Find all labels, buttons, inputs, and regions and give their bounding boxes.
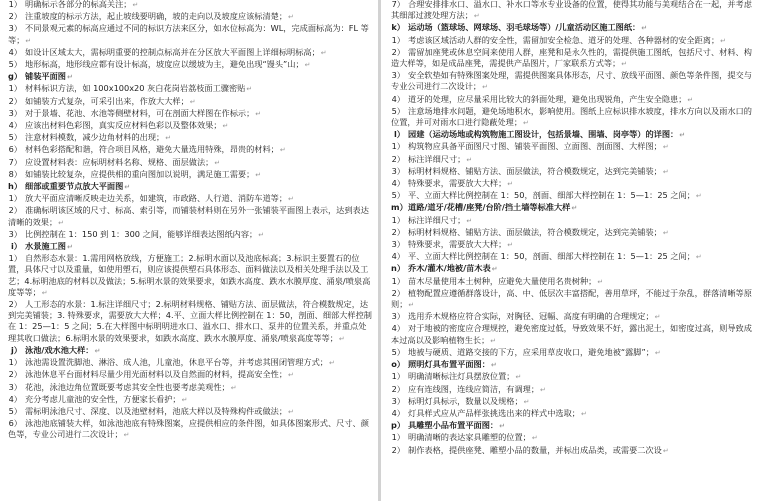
paragraph-mark: ↵ <box>597 277 604 286</box>
paragraph-mark: ↵ <box>662 446 669 455</box>
item-number: n） <box>391 263 406 274</box>
paragraph-mark: ↵ <box>580 409 587 418</box>
item-text: 泳池休息平台面材料尽量少用光面材料以及自然面的材料，提高安全性； <box>25 369 288 380</box>
list-item <box>8 299 372 345</box>
list-item <box>8 229 372 241</box>
item-text: 对于地被的密度应合理规控，避免密度过低，导致效果不好，露出泥土，如密度过高，则导致成本过高以及影响植物生长； <box>391 323 752 345</box>
section-heading <box>391 129 754 141</box>
paragraph-mark: ↵ <box>41 288 48 297</box>
item-number: 1） <box>391 371 405 382</box>
item-number: 2） <box>391 383 405 394</box>
list-item <box>391 106 754 129</box>
paragraph-mark: ↵ <box>132 1 139 9</box>
list-item <box>391 323 754 346</box>
item-number: 2） <box>8 205 22 216</box>
paragraph-mark: ↵ <box>466 155 473 164</box>
paragraph-mark: ↵ <box>523 119 529 128</box>
list-item <box>8 253 372 299</box>
paragraph-mark: ↵ <box>540 385 546 394</box>
paragraph-mark: ↵ <box>507 180 514 189</box>
item-text: 水景施工图 <box>25 241 66 252</box>
paragraph-mark: ↵ <box>662 228 669 237</box>
item-number: l） <box>394 129 405 140</box>
paragraph-mark: ↵ <box>695 192 702 201</box>
paragraph-mark: ↵ <box>288 195 294 204</box>
list-item <box>8 394 372 406</box>
item-text: 合理安排排水口、溢水口、补水口等水专业设备的位置，使得其功能与美观结合在一起，并考虑其细部过渡处理方法； <box>391 0 752 21</box>
item-number: 3） <box>8 23 22 34</box>
list-item <box>391 178 754 190</box>
item-number: 3） <box>8 228 22 239</box>
list-item <box>8 193 372 205</box>
item-number: k） <box>391 22 405 33</box>
item-number: 3） <box>8 107 22 118</box>
list-item <box>8 11 372 23</box>
list-item <box>391 0 754 22</box>
section-heading <box>8 181 372 193</box>
list-item <box>391 141 754 153</box>
paragraph-mark: ↵ <box>279 146 286 155</box>
item-text: 标明材料规格、铺贴方法、面层做法，符合模数规定，达到完美铺装； <box>408 226 662 237</box>
item-number: 3） <box>391 70 405 81</box>
list-item <box>8 157 372 169</box>
item-number: 1） <box>8 0 22 9</box>
item-text: 制作表格，提供座凳、雕塑小品的数量，并标出成品类，或需要二次设 <box>408 444 662 455</box>
list-item <box>391 154 754 166</box>
item-number: 2） <box>391 226 405 237</box>
item-number: 2） <box>8 95 22 106</box>
paragraph-mark: ↵ <box>94 346 101 355</box>
paragraph-mark: ↵ <box>288 407 294 416</box>
item-number: 5） <box>391 190 405 201</box>
paragraph-mark: ↵ <box>258 230 265 239</box>
paragraph-mark: ↵ <box>288 13 294 22</box>
item-text: 明确清晰标注灯具摆放位置； <box>408 371 515 382</box>
item-text: 标注详细尺寸； <box>408 214 466 225</box>
list-item <box>8 23 372 46</box>
item-number: h） <box>8 181 23 192</box>
item-text: 自然形态水景：1.需用网格放线，方便施工；2.标明水面以及池底标高；3.标识主要置石的位置，具体尺寸以及重量，如使用塑石，则应该提供塑石具体形态、面料做法以及相关处理手法以及工艺；4.标明池底的材料以及做法；5.标明水景的效果要求，如跌水高度、跌水水膜厚度、涌泉/喷泉高度等等； <box>8 253 371 297</box>
paragraph-mark: ↵ <box>720 36 727 45</box>
list-item <box>8 120 372 132</box>
paragraph-mark: ↵ <box>662 167 669 176</box>
paragraph-mark: ↵ <box>654 313 661 322</box>
list-item <box>391 239 754 251</box>
paragraph-mark: ↵ <box>222 122 229 131</box>
item-number: 1） <box>8 193 22 204</box>
left-column <box>0 0 378 501</box>
item-text: 苗木尽量使用本土树种，应避免大量使用名贵树种； <box>408 275 597 286</box>
item-text: 如设计区域太大，需标明重要的控制点标高并在分区放大平面图上详细标明标高； <box>25 46 320 57</box>
item-text: 特殊要求，需要放大大样； <box>408 239 507 250</box>
paragraph-mark: ↵ <box>482 83 488 92</box>
item-text: 地形标高，地形线应都有设计标高，坡度应以缓坡为主，避免出现“馒头”山； <box>25 59 304 70</box>
section-heading <box>8 345 372 357</box>
paragraph-mark: ↵ <box>66 243 73 252</box>
item-number: 1） <box>391 432 405 443</box>
list-item <box>391 408 754 420</box>
section-heading <box>391 22 754 34</box>
list-item <box>8 0 372 11</box>
section-heading <box>8 71 372 83</box>
paragraph-mark: ↵ <box>214 158 221 167</box>
list-item <box>8 369 372 381</box>
list-item <box>391 396 754 408</box>
item-text: 乔木/灌木/地被/苗木表 <box>408 263 491 274</box>
item-text: 人工形态的水景：1.标注详细尺寸；2.标明材料规格、铺贴方法、面层做法，符合模数规定，达到完美铺装；3. 特殊要求，需要放大大样；4.平、立面大样比例控制在 1：50，剖面、细部大样控制在 1：25—1：5 之间；5.在大样图中标明明进水口、溢水口、排水口、泵井的位置关系，并重点处理其收口做法；6.标明水景的效果要求，如跌水高度、跌水水膜厚度、涌泉/喷泉高度等等； <box>8 299 372 343</box>
item-text: 标注详细尺寸； <box>408 153 466 164</box>
item-number: 4） <box>391 178 405 189</box>
item-number: 5） <box>391 346 405 357</box>
paragraph-mark: ↵ <box>662 143 669 152</box>
item-number: p） <box>391 420 406 431</box>
item-text: 材料标识方法，如 100x100x20 灰白花岗岩荔枝面工骤密贴 <box>25 83 246 94</box>
item-text: 材料色彩搭配和谐，符合项目风格，避免大量选用特殊，昂贵的材料； <box>25 144 279 155</box>
item-text: 充分考虑儿童池的安全性，方便家长看护； <box>25 393 181 404</box>
item-text: 道路/道牙/花槽/座凳/台阶/挡土墙等标准大样 <box>408 202 571 213</box>
item-number: 1） <box>391 214 405 225</box>
item-number: 4） <box>391 251 405 262</box>
section-heading <box>391 420 754 432</box>
item-number: 2） <box>8 11 22 22</box>
paragraph-mark: ↵ <box>124 183 131 192</box>
item-text: 放大平面应清晰反映走边关系，如建筑，市政路、人行道、消防车道等； <box>25 193 288 204</box>
item-number: 4） <box>391 93 405 104</box>
paragraph-mark: ↵ <box>255 170 262 179</box>
item-number: m） <box>391 202 408 213</box>
item-number: 1） <box>391 275 405 286</box>
item-text: 应设置材料表：应标明材料名称、规格、面层做法； <box>25 156 214 167</box>
section-heading <box>8 241 372 253</box>
item-number: 4） <box>8 120 22 131</box>
item-text: 铺装平面图 <box>25 71 66 82</box>
list-item <box>8 418 372 441</box>
item-number: 2） <box>391 287 405 298</box>
item-number: 1） <box>8 357 22 368</box>
list-item <box>8 406 372 418</box>
section-heading <box>391 359 754 371</box>
section-heading <box>391 202 754 214</box>
item-text: 照明灯具布置平面图： <box>408 359 490 370</box>
list-item <box>391 251 754 263</box>
list-item <box>8 357 372 369</box>
list-item <box>8 169 372 181</box>
item-number: 3） <box>391 311 405 322</box>
item-number: 2） <box>391 153 405 164</box>
item-text: 标明材料规格、铺贴方法、面层做法，符合模数规定，达到完美铺装； <box>408 165 662 176</box>
paragraph-mark: ↵ <box>320 48 327 57</box>
right-text-block <box>391 0 754 457</box>
left-text-block <box>8 0 372 442</box>
item-text: 运动场（篮球场、网球场、羽毛球场等）/儿童活动区施工图纸： <box>408 22 641 33</box>
item-text: 平、立面大样比例控制在 1：50，剖面、细部大样控制在 1：5—1：25 之间； <box>408 190 695 201</box>
paragraph-mark: ↵ <box>695 253 702 262</box>
item-text: 注意材料模数，减少边角材料的出现； <box>25 132 165 143</box>
list-item <box>8 59 372 71</box>
list-item <box>8 382 372 394</box>
item-number: 5） <box>8 59 22 70</box>
paragraph-mark: ↵ <box>523 397 530 406</box>
item-number: 2） <box>391 46 405 57</box>
paragraph-mark: ↵ <box>531 434 538 443</box>
paragraph-mark: ↵ <box>123 431 130 440</box>
item-text: 比例控制在 1：150 到 1：300 之间，能够详细表达图纸内容； <box>25 228 258 239</box>
item-number: 6） <box>8 144 22 155</box>
paragraph-mark: ↵ <box>490 361 497 370</box>
list-item <box>391 276 754 288</box>
list-item <box>391 190 754 202</box>
list-item <box>391 311 754 323</box>
item-text: 平、立面大样比例控制在 1：50，剖面、细部大样控制在 1：5—1：25 之间； <box>408 251 695 262</box>
item-number: 3） <box>391 239 405 250</box>
item-number: 2） <box>391 444 405 455</box>
list-item <box>391 70 754 93</box>
paragraph-mark: ↵ <box>189 97 196 106</box>
paragraph-mark: ↵ <box>230 383 237 392</box>
item-number: 2） <box>8 299 22 310</box>
list-item <box>8 144 372 156</box>
item-text: 道牙的处理，应尽量采用比较大的斜面处理，避免出现锐角，产生安全隐患； <box>408 93 687 104</box>
item-text: 需标明泳池尺寸、深度、以及池壁材料，池底大样以及特殊构件或做法； <box>25 405 288 416</box>
item-text: 注意场地排水问题，避免场地积水，影响使用。图纸上应标识排水坡度，排水方向以及雨水口的位置，并可对雨水口进行隐蔽处理； <box>391 105 752 128</box>
paragraph-mark: ↵ <box>165 134 172 143</box>
item-number: 8） <box>8 168 22 179</box>
list-item <box>8 205 372 228</box>
paragraph-mark: ↵ <box>641 24 648 33</box>
item-text: 园建（运动场地或构筑物施工图设计，包括景墙、围墙、岗亭等）的详图： <box>408 129 679 140</box>
paragraph-mark: ↵ <box>515 373 522 382</box>
item-text: 注重坡度的标示方法，起止坡线要明确，坡的走向以及坡度应该标清楚； <box>25 11 288 22</box>
item-number: 3） <box>391 165 405 176</box>
list-item <box>391 227 754 239</box>
item-text: 应有连线图，连线应简洁，有调理； <box>408 383 540 394</box>
item-number: 3） <box>8 381 22 392</box>
item-number: g） <box>8 71 23 82</box>
paragraph-mark: ↵ <box>66 73 73 82</box>
paragraph-mark: ↵ <box>473 12 480 21</box>
list-item <box>391 432 754 444</box>
item-text: 花池，泳池边角位置既要考虑其安全性也要考虑美观性； <box>25 381 230 392</box>
item-number: 1） <box>8 83 22 94</box>
item-text: 不同景观元素的标高应通过不同的标识方法来区分，如水位标高为：WL，完成面标高为：FL 等等； <box>8 23 369 45</box>
item-text: 特殊要求，需要放大大样； <box>408 178 507 189</box>
list-item <box>391 288 754 311</box>
right-column <box>381 0 760 501</box>
paragraph-mark: ↵ <box>288 371 294 380</box>
item-number: 1） <box>391 141 405 152</box>
item-text: 泳池/戏水池大样： <box>25 344 94 355</box>
item-text: 对于景墙、花池、水池等侧壁材料，可在剖面大样图在作标示； <box>25 107 255 118</box>
item-number: 4） <box>8 46 22 57</box>
paragraph-mark: ↵ <box>25 36 32 45</box>
paragraph-mark: ↵ <box>491 265 498 274</box>
item-text: 明确标示各部分的标高关注； <box>25 0 132 9</box>
item-text: 细部或重要节点放大平面图 <box>25 181 124 192</box>
paragraph-mark: ↵ <box>181 395 188 404</box>
list-item <box>391 94 754 106</box>
item-number: 1） <box>391 34 405 45</box>
paragraph-mark: ↵ <box>679 131 686 140</box>
item-text: 选用乔木规格应符合实际，对胸径、冠幅、高度有明确的合理规定； <box>408 311 654 322</box>
list-item <box>391 445 754 457</box>
item-text: 考虑该区域活动人群的安全性，需留加安全检急、道牙的处理、各种器材的安全距离； <box>408 34 720 45</box>
paragraph-mark: ↵ <box>571 204 578 213</box>
list-item <box>391 384 754 396</box>
item-number: 5） <box>391 105 405 116</box>
list-item <box>391 166 754 178</box>
paragraph-mark: ↵ <box>507 241 514 250</box>
paragraph-mark: ↵ <box>490 336 497 345</box>
item-number: 5） <box>8 405 22 416</box>
paragraph-mark: ↵ <box>687 95 694 104</box>
paragraph-mark: ↵ <box>654 348 661 357</box>
item-text: 泳池池底铺装大样，如泳池池底有特殊图案，应提供相应的条件图，如具体图案形式、尺寸、颜色等，专业公司进行二次设计； <box>8 418 369 440</box>
item-number: 4） <box>391 323 405 334</box>
item-number: 7） <box>391 0 405 9</box>
list-item <box>391 371 754 383</box>
list-item <box>8 47 372 59</box>
item-text: 标明灯具标示，数量以及规格； <box>408 395 523 406</box>
list-item <box>391 215 754 227</box>
item-text: 具雕塑小品布置平面图： <box>408 420 499 431</box>
paragraph-mark: ↵ <box>499 422 505 431</box>
item-number: o） <box>391 359 405 370</box>
paragraph-mark: ↵ <box>58 218 65 227</box>
item-number: 5） <box>8 132 22 143</box>
paragraph-mark: ↵ <box>255 109 262 118</box>
item-number: 3） <box>391 395 405 406</box>
list-item <box>8 132 372 144</box>
item-text: 安全软垫如有特殊图案处理，需提供图案具体形态，尺寸、放线平面图、颜色等条件图，提交与专业公司进行二次设计； <box>391 70 752 92</box>
paragraph-mark: ↵ <box>408 301 415 310</box>
item-number: 6） <box>8 418 22 429</box>
item-number: 4） <box>8 393 22 404</box>
item-number: i） <box>11 241 22 252</box>
item-text: 如铺装方式复杂，可采引出来，作放大大样； <box>25 95 189 106</box>
paragraph-mark: ↵ <box>246 85 253 94</box>
item-text: 灯具样式应从产品样张挑选出来的样式中选取； <box>408 407 580 418</box>
item-number: j） <box>11 344 22 355</box>
item-text: 如铺装比较复杂，应提供相的重向图加以说明，满足施工需要； <box>25 168 255 179</box>
item-number: 4） <box>391 407 405 418</box>
paragraph-mark: ↵ <box>328 359 335 368</box>
item-text: 需留加座凳或休息空间来使用人群，座凳和是永久性的，需提供施工图纸，包括尺寸、材料、构造大样等，如是成品座凳，需提供产品图片，厂家联系方式等； <box>391 46 752 69</box>
item-text: 植物配置应遵循群落设计，高、中、低层次丰富搭配，善用草坪，不能过于杂乱，群落清晰等原则； <box>391 287 752 310</box>
list-item <box>8 108 372 120</box>
item-text: 泳池需设置洗脚池、淋浴、成人池，儿童池，休息平台等，并考虑其围闭管理方式； <box>25 357 328 368</box>
list-item <box>391 347 754 359</box>
item-text: 应该出材料色彩图，真实反应材料色彩以及整体效果； <box>25 120 222 131</box>
list-item <box>8 96 372 108</box>
item-text: 构筑物应具备平面图尺寸图、铺装平面图、立面图、剖面图、大样图； <box>408 141 662 152</box>
paragraph-mark: ↵ <box>466 216 473 225</box>
list-item <box>8 83 372 95</box>
item-number: 1） <box>8 253 22 264</box>
item-text: 准确标明该区域的尺寸、标高、索引等，而铺装材料则在另外一张铺装平面图上表示，达到表达清晰的效果； <box>8 205 369 227</box>
section-heading <box>391 263 754 275</box>
item-number: 2） <box>8 369 22 380</box>
list-item <box>391 35 754 47</box>
list-item <box>391 47 754 70</box>
item-text: 地被与硬质、道路交接的下方，应采用草皮收口，避免地被“露脚”； <box>408 346 654 357</box>
item-number: 7） <box>8 156 22 167</box>
paragraph-mark: ↵ <box>304 61 311 70</box>
paragraph-mark: ↵ <box>338 334 345 343</box>
paragraph-mark: ↵ <box>621 60 628 69</box>
item-text: 明确清晰的表达家具雕塑的位置； <box>408 432 531 443</box>
